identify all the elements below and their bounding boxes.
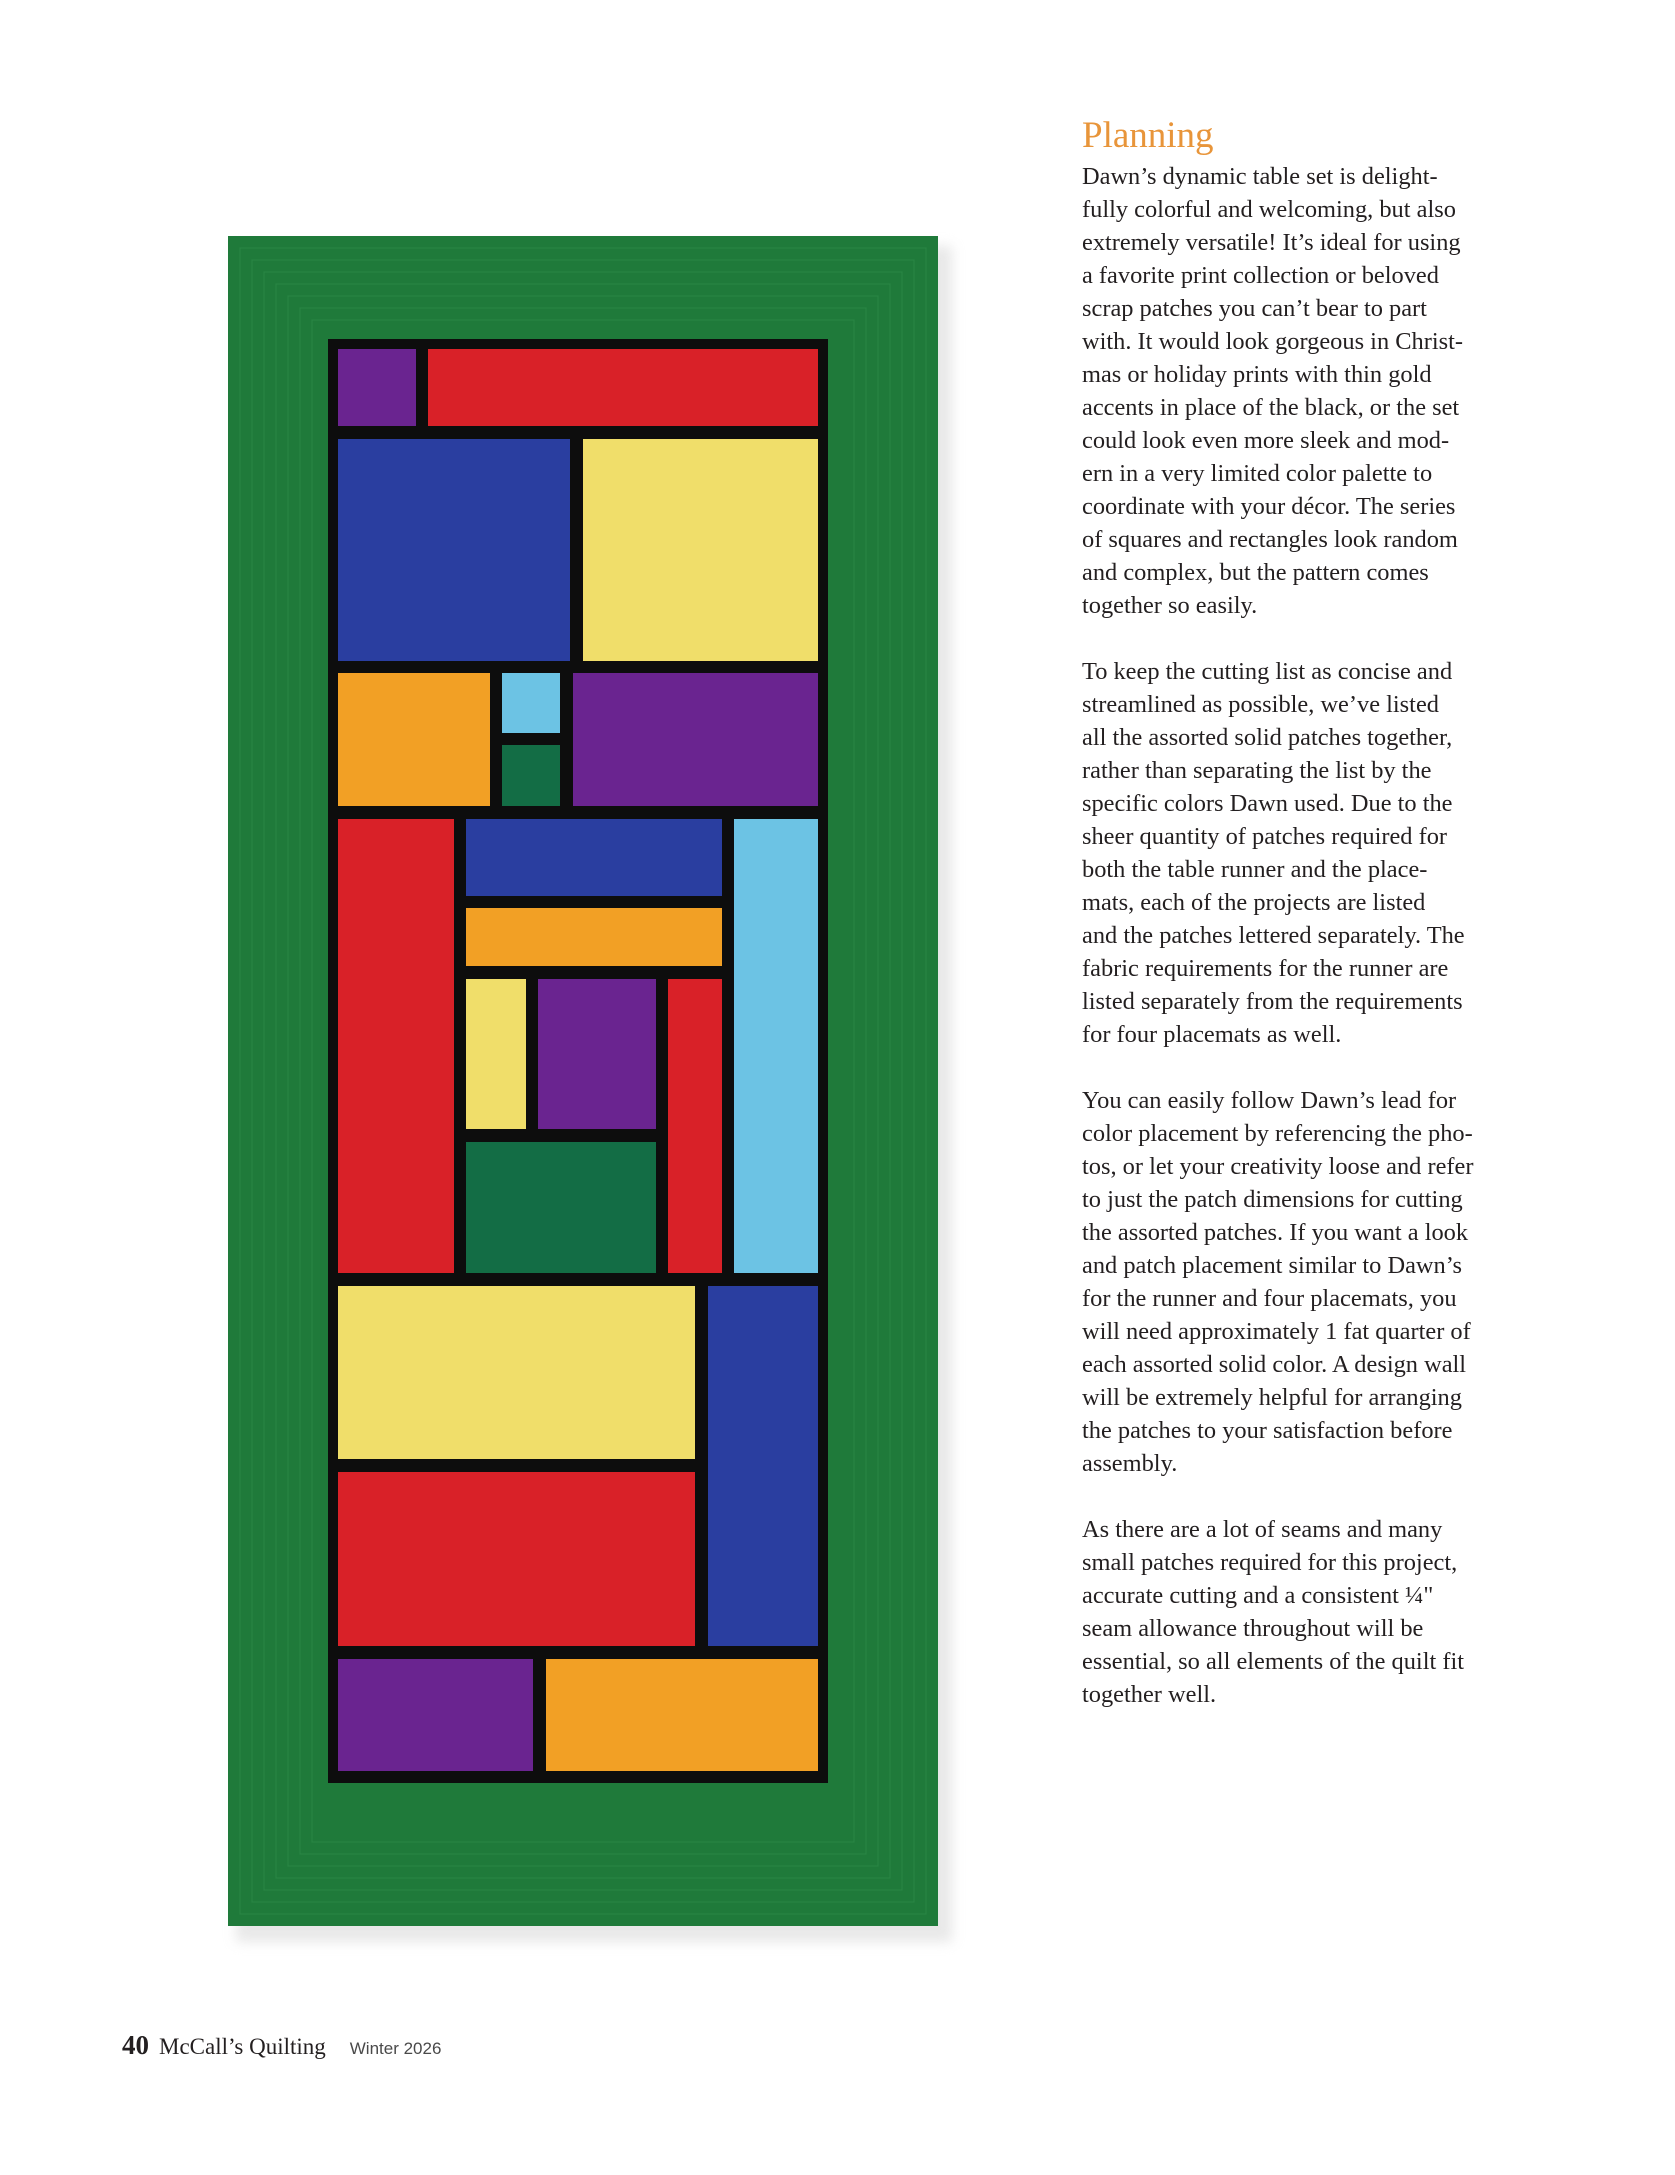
text-line: small patches required for this project, [1082,1549,1458,1576]
quilt-patch-orange [338,673,490,806]
text-line: mas or holiday prints with thin gold [1082,361,1432,388]
text-line: seam allowance throughout will be [1082,1615,1424,1642]
text-line: together so easily. [1082,592,1258,619]
text-line: for the runner and four placemats, you [1082,1285,1457,1312]
text-line: both the table runner and the place- [1082,856,1428,883]
text-line: scrap patches you can’t bear to part [1082,295,1427,322]
quilt-patch-red [668,979,722,1273]
quilt-patch-blue [338,439,570,661]
text-line: You can easily follow Dawn’s lead for [1082,1087,1457,1114]
text-line: a favorite print collection or beloved [1082,262,1439,289]
quilt-patch-orange [466,908,722,966]
text-line: essential, so all elements of the quilt fit [1082,1648,1465,1675]
text-line: each assorted solid color. A design wall [1082,1351,1467,1378]
text-line: fully colorful and welcoming, but also [1082,196,1456,223]
text-line: and complex, but the pattern comes [1082,559,1429,586]
text-line: of squares and rectangles look random [1082,526,1458,553]
text-line: will need approximately 1 fat quarter of [1082,1318,1471,1345]
quilt-patch-purple [538,979,656,1129]
body-paragraph [1082,160,1552,622]
body-paragraph [1082,1084,1552,1480]
quilt-patch-green [502,745,560,806]
quilt-patch-light-blue [502,673,560,733]
text-line: coordinate with your décor. The series [1082,493,1456,520]
text-line: all the assorted solid patches together, [1082,724,1453,751]
text-line: sheer quantity of patches required for [1082,823,1448,850]
text-line: assembly. [1082,1450,1178,1477]
text-line: the patches to your satisfaction before [1082,1417,1453,1444]
issue-date: Winter 2026 [349,2039,442,2058]
quilt-patch-yellow [583,439,818,661]
quilt-patch-blue [466,819,722,896]
planning-article [1082,114,1552,1744]
quilt-patch-purple [338,349,416,426]
text-line: could look even more sleek and mod- [1082,427,1450,454]
quilt-patch-orange [546,1659,818,1771]
quilt-patch-red [338,1472,695,1646]
quilt-patch-red [338,819,454,1273]
quilt-patch-light-blue [734,819,818,1273]
text-line: listed separately from the requirements [1082,988,1463,1015]
text-line: the assorted patches. If you want a look [1082,1219,1469,1246]
text-line: color placement by referencing the pho- [1082,1120,1473,1147]
section-heading: Planning [1082,115,1214,156]
quilt-patch-purple [338,1659,533,1771]
text-line: mats, each of the projects are listed [1082,889,1426,916]
page-footer [122,2030,441,2061]
text-line: ern in a very limited color palette to [1082,460,1433,487]
text-line: specific colors Dawn used. Due to the [1082,790,1453,817]
quilt-patch-yellow [466,979,526,1129]
body-paragraph [1082,1513,1552,1711]
quilt-patch-red [428,349,818,426]
text-line: together well. [1082,1681,1217,1708]
page-number: 40 [122,2030,149,2060]
text-line: to just the patch dimensions for cutting [1082,1186,1463,1213]
text-line: will be extremely helpful for arranging [1082,1384,1462,1411]
text-line: As there are a lot of seams and many [1082,1516,1443,1543]
body-paragraph [1082,655,1552,1051]
text-line: fabric requirements for the runner are [1082,955,1449,982]
text-line: streamlined as possible, we’ve listed [1082,691,1439,718]
text-line: accents in place of the black, or the set [1082,394,1460,421]
quilt-patch-purple [573,673,818,806]
quilt-patch-green [466,1142,656,1273]
quilt-table-runner-photo [228,236,938,1926]
text-line: accurate cutting and a consistent ¼" [1082,1582,1434,1609]
text-line: rather than separating the list by the [1082,757,1432,784]
text-line: and the patches lettered separately. The [1082,922,1465,949]
text-line: extremely versatile! It’s ideal for using [1082,229,1461,256]
publication-name: McCall’s Quilting [159,2034,326,2059]
quilt-patch-yellow [338,1286,695,1459]
text-line: Dawn’s dynamic table set is delight- [1082,163,1438,190]
text-line: with. It would look gorgeous in Christ- [1082,328,1463,355]
text-line: tos, or let your creativity loose and refer [1082,1153,1474,1180]
quilt-patch-blue [708,1286,818,1646]
text-line: for four placemats as well. [1082,1021,1342,1048]
text-line: To keep the cutting list as concise and [1082,658,1453,685]
text-line: and patch placement similar to Dawn’s [1082,1252,1462,1279]
